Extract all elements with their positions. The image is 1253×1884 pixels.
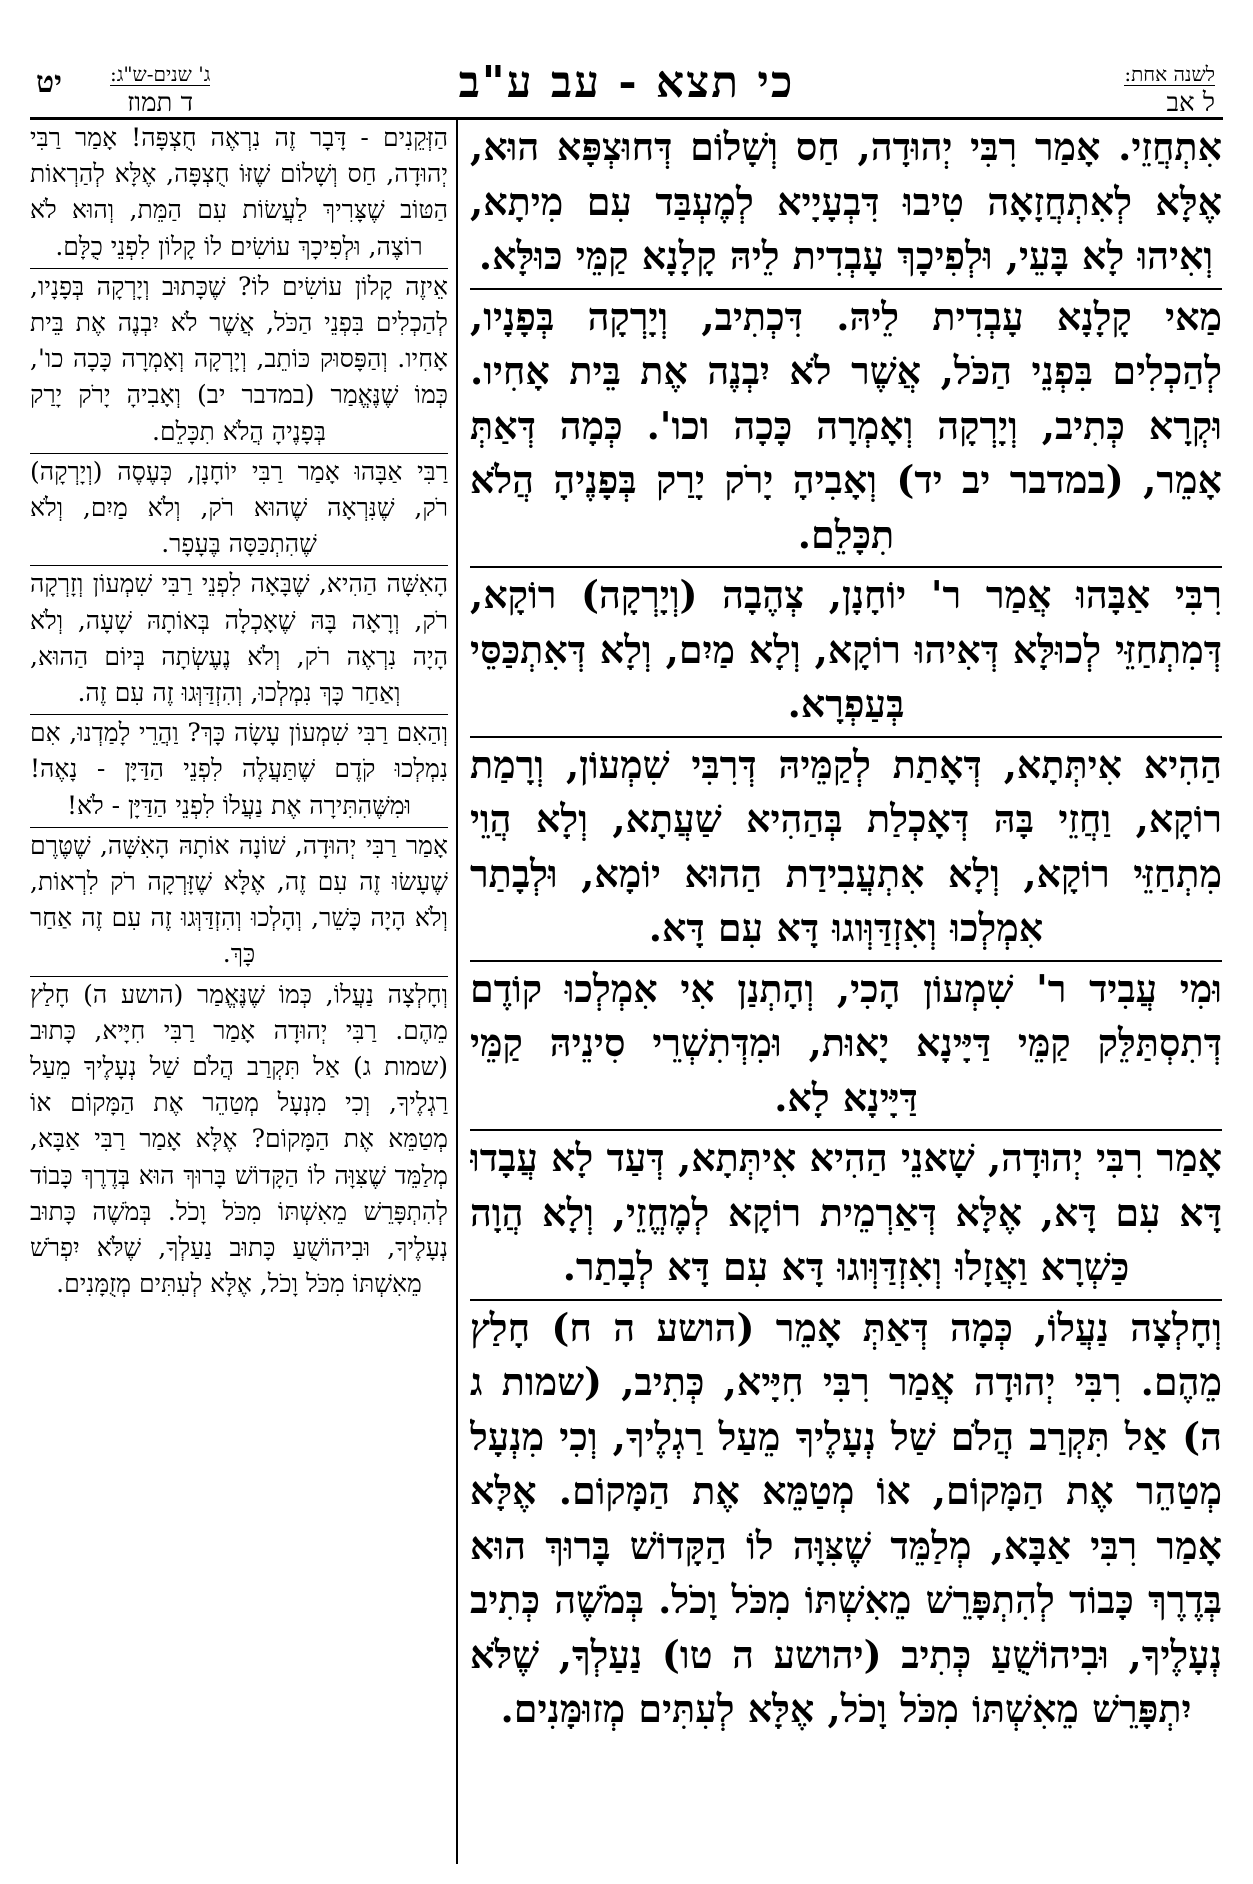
one-year-label: לשנה אחת: (1124, 62, 1215, 86)
page-title: כי תצא - עב ע"ב (458, 57, 795, 108)
column-divider (456, 118, 458, 1864)
main-paragraph: הַהִיא אִיתְּתָא, דְּאָתַת לְקַמֵּיהּ דְּרִבִּי שִׁמְעוֹן, וְרָמַת רוֹקָא, וַחֲזֵי בָּהּ דְּאָכְלַת בְּהַהִיא שַׁעֲתָא, וְלָא הֲוֵי מִתְחַזֵּי רוֹקָא, וְלָא אִתְעֲבִידַת הַהוּא יוֹמָא, וּלְבָתַר אִמְלְכוּ וְאִזְדַּוְּוגוּ דָּא עִם דָּא. (470, 738, 1222, 962)
main-paragraph: מַאי קָלָנָא עָבְדִית לֵיהּ. דִּכְתִיב, וְיָרְקָה בְּפָנָיו, לְהַכְלִים בִּפְנֵי הַכֹּל, אֲשֶׁר לֹא יִבְנֶה אֶת בֵּית אָחִיו. וּקְרָא כְּתִיב, וְיָרְקָה וְאָמְרָה כָּכָה וכו'. כְּמָה דְּאַתְּ אָמֵר, (במדבר יב יד) וְאָבִיהָ יָרֹק יָרַק בְּפָנֶיהָ הֲלֹא תִכָּלֵם. (470, 290, 1222, 569)
page-number: יט (36, 65, 62, 100)
translation-column (30, 120, 448, 1860)
translation-paragraph: וְהַאִם רַבִּי שִׁמְעוֹן עָשָׂה כָּךְ? וַהֲרֵי לָמַדְנוּ, אִם נִמְלְכוּ קֹדֶם שֶׁתַּעֲלֶה לִפְנֵי הַדַּיָּן - נָאֶה! וּמִשֶּׁהִתִּירָה אֶת נַעֲלוֹ לִפְנֵי הַדַּיָּן - לֹא! (30, 715, 448, 828)
main-paragraph: וְחָלְצָה נַעֲלוֹ, כְּמָה דְּאַתְּ אָמֵר (הושע ה ח) חָלַץ מֵהֶם. רִבִּי יְהוּדָה אֲמַר רִבִּי חִיָּיא, כְּתִיב, (שמות ג ה) אַל תִּקְרַב הֲלֹם שַׁל נְעָלֶיךָ מֵעַל רַגְלֶיךָ, וְכִי מִנְעָל מְטַהֵר אֶת הַמָּקוֹם, אוֹ מְטַמֵּא אֶת הַמָּקוֹם. אֶלָּא אָמַר רִבִּי אַבָּא, מְלַמֵּד שֶׁצִּוָּה לוֹ הַקָּדוֹשׁ בָּרוּךְ הוּא בְּדֶרֶךְ כָּבוֹד לְהִתְפָּרֵשׁ מֵאִשְׁתּוֹ מִכֹּל וָכֹל. בְּמֹשֶׁה כְּתִיב נְעָלֶיךָ, וּבִיהוֹשֻׁעַ כְּתִיב (יהושע ה טו) נַעַלְךָ, שֶׁלֹּא יִתְפָּרֵשׁ מֵאִשְׁתּוֹ מִכֹּל וָכֹל, אֶלָּא לְעִתִּים מְזוּמָּנִים. (470, 1304, 1222, 1731)
main-paragraph: וּמִי עֲבִיד ר' שִׁמְעוֹן הָכִי, וְהָתְנַן אִי אִמְלְכוּ קוֹדֶם דְּתִסְתַּלֵּק קַמֵּי דַּיָּינָא יָאוּת, וּמִדְּתִשְׁרֵי סִינֵיהּ קַמֵּי דַּיָּינָא לָא. (470, 962, 1222, 1132)
one-year-date: ל אב (1124, 85, 1215, 118)
main-text-column (470, 120, 1222, 1860)
main-paragraph: רִבִּי אַבָּהוּ אֲמַר ר' יוֹחָנָן, צְהֶבָה (וְיָרְקָה) רוֹקָא, דְּמִתְחַזֵּי לְכוּלָּא דְּאִיהוּ רוֹקָא, וְלָא מַיִם, וְלָא דְּאִתְכַּסֵּי בְּעַפְרָא. (470, 568, 1222, 738)
three-year-label: ג' שנים-ש"ג: (110, 62, 211, 86)
translation-paragraph: הַזְּקֵנִים - דָּבָר זֶה נִרְאֶה חֻצְפָּה! אָמַר רַבִּי יְהוּדָה, חַס וְשָׁלוֹם שֶׁזּוֹ חֻצְפָּה, אֶלָּא לְהַרְאוֹת הַטּוֹב שֶׁצָּרִיךְ לַעֲשׂוֹת עִם הַמֵּת, וְהוּא לֹא רוֹצֶה, וּלְפִיכָךְ עוֹשִׂים לוֹ קָלוֹן לִפְנֵי כֻלָּם. (30, 120, 448, 269)
translation-paragraph: רַבִּי אַבָּהוּ אָמַר רַבִּי יוֹחָנָן, כְּעֶסֶה (וְיָרְקָה) רֹק, שֶׁנִּרְאָה שֶׁהוּא רֹק, וְלֹא מַיִם, וְלֹא שֶׁהִתְכַּסָּה בֶּעָפָר. (30, 454, 448, 567)
three-year-schedule (110, 63, 210, 118)
three-year-date: ד תמוז (110, 85, 210, 118)
main-paragraph: אָמַר רִבִּי יְהוּדָה, שָׁאנֵי הַהִיא אִיתְּתָא, דְּעַד לָא עֲבָדוּ דָּא עִם דָּא, אֶלָּא דְּאַרְמֵית רוֹקָא לְמֶחֱזֵי, וְלָא הֲוָה כַּשְׁרָא וַאֲזָלוּ וְאִזְדַּוְּוגוּ דָּא עִם דָּא לְבָתַר. (470, 1131, 1222, 1301)
translation-paragraph: וְחָלְצָה נַעֲלוֹ, כְּמוֹ שֶׁנֶּאֱמַר (הושע ה) חָלַץ מֵהֶם. רַבִּי יְהוּדָה אָמַר רַבִּי חִיָּיא, כָּתוּב (שמות ג) אַל תִּקְרַב הֲלֹם שַׁל נְעָלֶיךָ מֵעַל רַגְלֶיךָ, וְכִי מִנְעָל מְטַהֵר אֶת הַמָּקוֹם אוֹ מְטַמֵּא אֶת הַמָּקוֹם? אֶלָּא אָמַר רַבִּי אַבָּא, מְלַמֵּד שֶׁצִּוָּה לוֹ הַקָּדוֹשׁ בָּרוּךְ הוּא בְּדֶרֶךְ כָּבוֹד לְהִתְפָּרֵשׁ מֵאִשְׁתּוֹ מִכֹּל וָכֹל. בְּמֹשֶׁה כָּתוּב נְעָלֶיךָ, וּבִיהוֹשֻׁעַ כָּתוּב נַעַלְךָ, שֶׁלֹּא יִפְרֹשׁ מֵאִשְׁתּוֹ מִכֹּל וָכֹל, אֶלָּא לְעִתִּים מְזֻמָּנִים. (30, 979, 448, 1299)
main-paragraph: אִתְחֲזֵי. אָמַר רִבִּי יְהוּדָה, חַס וְשָׁלוֹם דְּחוּצְפָּא הוּא, אֶלָּא לְאִתְחֲזָאָה טִיבוּ דִּבְעָיָיא לְמֶעְבַּד עִם מִיתָא, וְאִיהוּ לָא בָּעֵי, וּלְפִיכָךְ עָבְדִית לֵיהּ קָלָנָא קַמֵּי כּוּלָּא. (470, 120, 1222, 290)
translation-paragraph: אָמַר רַבִּי יְהוּדָה, שׁוֹנָה אוֹתָהּ הָאִשָּׁה, שֶׁטֶּרֶם שֶׁעָשׂוּ זֶה עִם זֶה, אֶלָּא שֶׁזָּרְקָה רֹק לִרְאוֹת, וְלֹא הָיָה כָּשֵׁר, וְהָלְכוּ וְהִזְדַּוְּגוּ זֶה עִם זֶה אַחַר כָּךְ. (30, 828, 448, 977)
translation-paragraph: הָאִשָּׁה הַהִיא, שֶׁבָּאָה לִפְנֵי רַבִּי שִׁמְעוֹן וְזָרְקָה רֹק, וְרָאָה בָּהּ שֶׁאָכְלָה בְּאוֹתָהּ שָׁעָה, וְלֹא הָיָה נִרְאֶה רֹק, וְלֹא נֶעֶשְׂתָה בְּיוֹם הַהוּא, וְאַחַר כָּךְ נִמְלְכוּ, וְהִזְדַּוְּגוּ זֶה עִם זֶה. (30, 566, 448, 715)
translation-paragraph: אֵיזֶה קָלוֹן עוֹשִׂים לוֹ? שֶׁכָּתוּב וְיָרְקָה בְּפָנָיו, לְהַכְלִים בִּפְנֵי הַכֹּל, אֲשֶׁר לֹא יִבְנֶה אֶת בֵּית אָחִיו. וְהַפָּסוּק כּוֹתֵב, וְיָרְקָה וְאָמְרָה כָּכָה כו', כְּמוֹ שֶׁנֶּאֱמַר (במדבר יב) וְאָבִיהָ יָרֹק יָרַק בְּפָנֶיהָ הֲלֹא תִכָּלֵם. (30, 269, 448, 454)
page-header (30, 55, 1223, 120)
